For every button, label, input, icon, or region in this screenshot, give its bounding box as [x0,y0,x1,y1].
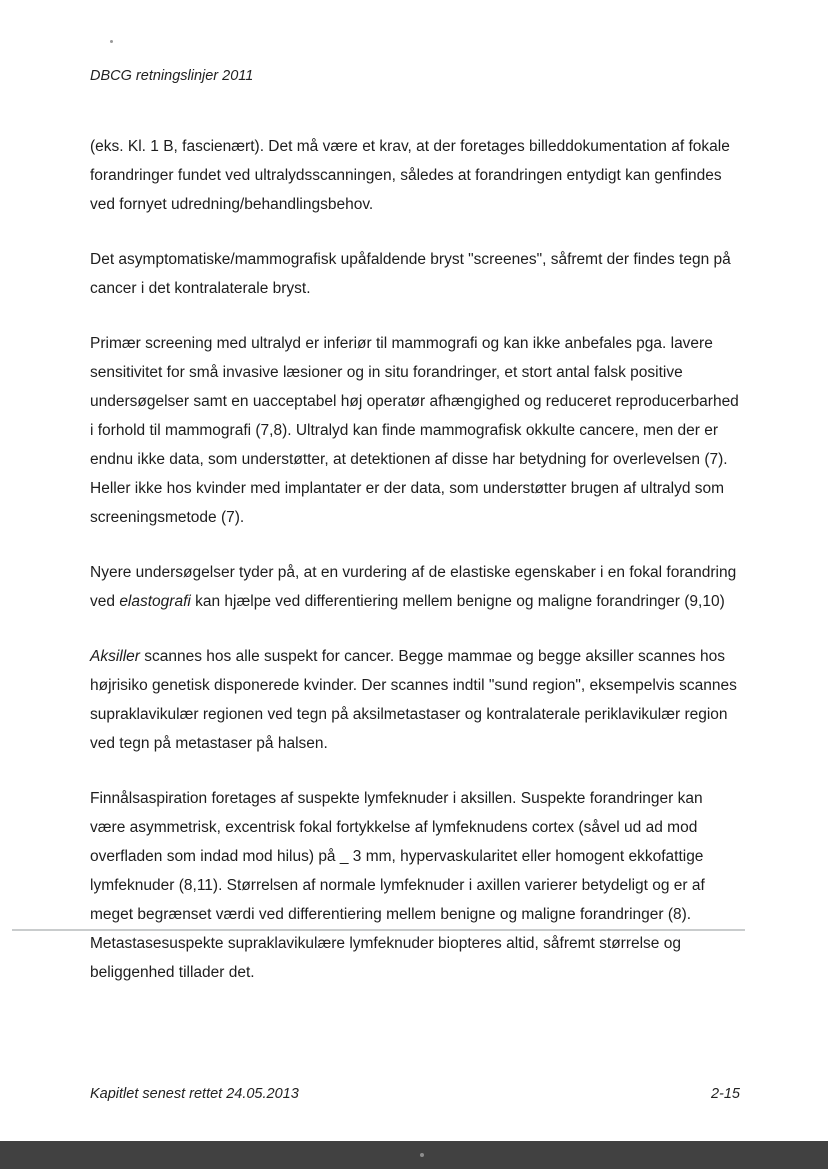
scan-artifact-dot [110,40,113,43]
paragraph-text: Nyere undersøgelser tyder på, at en vurdering af de elastiske egenskaber i en fokal forandring ved [90,564,737,610]
paragraph-text: scannes hos alle suspekt for cancer. Begge mammae og begge aksiller scannes hos højrisiko genetisk disponerede kvinder. Der scannes indtil "sund region", eksempelvis scannes supraklavikulær regionen ved tegn på aksilmetastaser og kontralaterale periklavikulær region ved tegn på metastaser på halsen. [90,648,737,752]
scan-artifact-line [12,929,745,931]
paragraph-text: kan hjælpe ved differentiering mellem benigne og maligne forandringer (9,10) [190,593,725,610]
page-footer [90,1086,740,1102]
paragraph-4 [90,558,740,616]
paragraph-5 [90,642,740,758]
scan-artifact-dot-bottom [420,1153,424,1157]
scan-edge-bar [0,1141,828,1169]
paragraph-3: Primær screening med ultralyd er inferiør til mammografi og kan ikke anbefales pga. lavere sensitivitet for små invasive læsioner og in situ forandringer, et stort antal falsk positive undersøgelser samt en uacceptabel høj operatør afhængighed og reduceret reproducerbarhed i forhold til mammografi (7,8). Ultralyd kan finde mammografisk okkulte cancere, men der er endnu ikke data, som understøtter, at detektionen af disse har betydning for overlevelsen (7). Heller ikke hos kvinder med implantater er der data, som understøtter brugen af ultralyd som screeningsmetode (7). [90,335,739,526]
paragraph-6: Finnålsaspiration foretages af suspekte lymfeknuder i aksillen. Suspekte forandringer kan være asymmetrisk, excentrisk fokal fortykkelse af lymfeknudens cortex (såvel ud ad mod overfladen som indad mod hilus) på _ 3 mm, hypervaskularitet eller homogent ekkofattige lymfeknuder (8,11). Størrelsen af normale lymfeknuder i axillen varierer betydeligt og er af meget begrænset værdi ved differentiering mellem benigne og maligne forandringer (8). Metastasesuspekte supraklavikulære lymfeknuder biopteres altid, såfremt størrelse og beliggenhed tillader det. [90,790,705,981]
footer-revision-date: Kapitlet senest rettet 24.05.2013 [90,1086,299,1102]
footer-page-number: 2-15 [710,1086,740,1102]
paragraph-2: Det asymptomatiske/mammografisk upåfaldende bryst "screenes", såfremt der findes tegn på cancer i det kontralaterale bryst. [90,251,731,297]
paragraph-1: (eks. Kl. 1 B, fascienært). Det må være et krav, at der foretages billeddokumentation af fokale forandringer fundet ved ultralydsscanningen, således at forandringen entydigt kan genfindes ved fornyet udredning/behandlingsbehov. [90,138,730,213]
page-header: DBCG retningslinjer 2011 [90,68,254,84]
italic-term-elastografi: elastografi [119,593,191,610]
document-body [90,132,740,1013]
italic-term-aksiller: Aksiller [90,648,140,665]
